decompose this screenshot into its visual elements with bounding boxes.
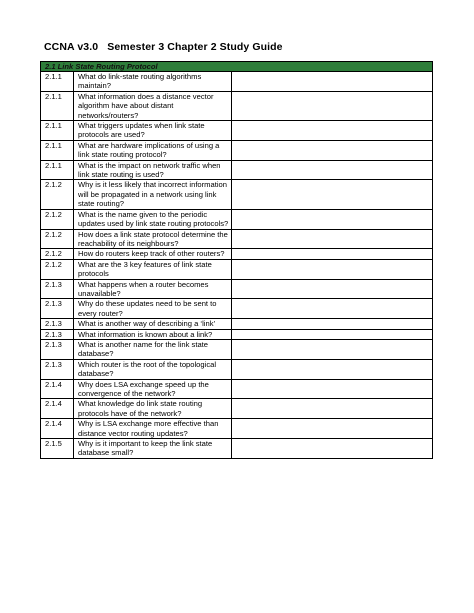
- question-text: Why is LSA exchange more effective than distance vector routing updates?: [74, 419, 232, 439]
- answer-cell[interactable]: [232, 160, 433, 180]
- section-number: 2.1.3: [41, 319, 74, 329]
- question-text: What information does a distance vector algorithm have about distant networks/routers?: [74, 91, 232, 120]
- table-row: [41, 359, 433, 379]
- table-row: [41, 121, 433, 141]
- question-text: How do routers keep track of other routers?: [74, 249, 232, 259]
- section-number: 2.1.2: [41, 180, 74, 209]
- section-number: 2.1.1: [41, 160, 74, 180]
- table-row: [41, 319, 433, 329]
- question-text: What information is known about a link?: [74, 329, 232, 339]
- table-row: [41, 91, 433, 120]
- section-number: 2.1.4: [41, 419, 74, 439]
- section-number: 2.1.1: [41, 91, 74, 120]
- question-text: What are the 3 key features of link state protocols: [74, 259, 232, 279]
- answer-cell[interactable]: [232, 319, 433, 329]
- section-number: 2.1.1: [41, 121, 74, 141]
- table-row: [41, 140, 433, 160]
- answer-cell[interactable]: [232, 279, 433, 299]
- section-number: 2.1.1: [41, 140, 74, 160]
- answer-cell[interactable]: [232, 299, 433, 319]
- section-number: 2.1.2: [41, 209, 74, 229]
- question-text: How does a link state protocol determine the reachability of its neighbours?: [74, 229, 232, 249]
- question-text: Why does LSA exchange speed up the convergence of the network?: [74, 379, 232, 399]
- study-guide-table: [40, 61, 433, 459]
- question-text: Why is it less likely that incorrect information will be propagated in a network using link state routing?: [74, 180, 232, 209]
- table-row: [41, 419, 433, 439]
- section-number: 2.1.4: [41, 379, 74, 399]
- question-text: What is the name given to the periodic updates used by link state routing protocols?: [74, 209, 232, 229]
- answer-cell[interactable]: [232, 209, 433, 229]
- answer-cell[interactable]: [232, 140, 433, 160]
- section-heading: 2.1 Link State Routing Protocol: [41, 62, 433, 72]
- answer-cell[interactable]: [232, 229, 433, 249]
- question-text: What are hardware implications of using a link state routing protocol?: [74, 140, 232, 160]
- section-header-row: [41, 62, 433, 72]
- section-number: 2.1.3: [41, 359, 74, 379]
- question-text: What is another way of describing a ‘link’: [74, 319, 232, 329]
- answer-cell[interactable]: [232, 399, 433, 419]
- answer-cell[interactable]: [232, 329, 433, 339]
- table-row: [41, 339, 433, 359]
- section-number: 2.1.3: [41, 339, 74, 359]
- section-number: 2.1.1: [41, 72, 74, 92]
- answer-cell[interactable]: [232, 259, 433, 279]
- question-text: Why do these updates need to be sent to every router?: [74, 299, 232, 319]
- page-title: CCNA v3.0 Semester 3 Chapter 2 Study Guide: [44, 41, 283, 53]
- question-text: What is the impact on network traffic when link state routing is used?: [74, 160, 232, 180]
- section-number: 2.1.5: [41, 439, 74, 459]
- answer-cell[interactable]: [232, 339, 433, 359]
- table-row: [41, 279, 433, 299]
- table-row: [41, 209, 433, 229]
- table-row: [41, 180, 433, 209]
- question-text: What is another name for the link state database?: [74, 339, 232, 359]
- section-number: 2.1.2: [41, 249, 74, 259]
- section-number: 2.1.2: [41, 229, 74, 249]
- table-row: [41, 379, 433, 399]
- table-row: [41, 160, 433, 180]
- table-row: [41, 72, 433, 92]
- answer-cell[interactable]: [232, 91, 433, 120]
- answer-cell[interactable]: [232, 72, 433, 92]
- answer-cell[interactable]: [232, 359, 433, 379]
- question-text: What knowledge do link state routing protocols have of the network?: [74, 399, 232, 419]
- table-row: [41, 299, 433, 319]
- answer-cell[interactable]: [232, 121, 433, 141]
- answer-cell[interactable]: [232, 180, 433, 209]
- table-row: [41, 229, 433, 249]
- section-number: 2.1.3: [41, 329, 74, 339]
- table-row: [41, 249, 433, 259]
- question-text: Which router is the root of the topological database?: [74, 359, 232, 379]
- question-text: What triggers updates when link state protocols are used?: [74, 121, 232, 141]
- section-number: 2.1.3: [41, 279, 74, 299]
- question-text: Why is it important to keep the link state database small?: [74, 439, 232, 459]
- section-number: 2.1.3: [41, 299, 74, 319]
- section-number: 2.1.4: [41, 399, 74, 419]
- table-row: [41, 259, 433, 279]
- question-text: What happens when a router becomes unavailable?: [74, 279, 232, 299]
- table-row: [41, 439, 433, 459]
- section-number: 2.1.2: [41, 259, 74, 279]
- answer-cell[interactable]: [232, 379, 433, 399]
- question-text: What do link-state routing algorithms maintain?: [74, 72, 232, 92]
- answer-cell[interactable]: [232, 439, 433, 459]
- answer-cell[interactable]: [232, 249, 433, 259]
- table-row: [41, 399, 433, 419]
- answer-cell[interactable]: [232, 419, 433, 439]
- table-row: [41, 329, 433, 339]
